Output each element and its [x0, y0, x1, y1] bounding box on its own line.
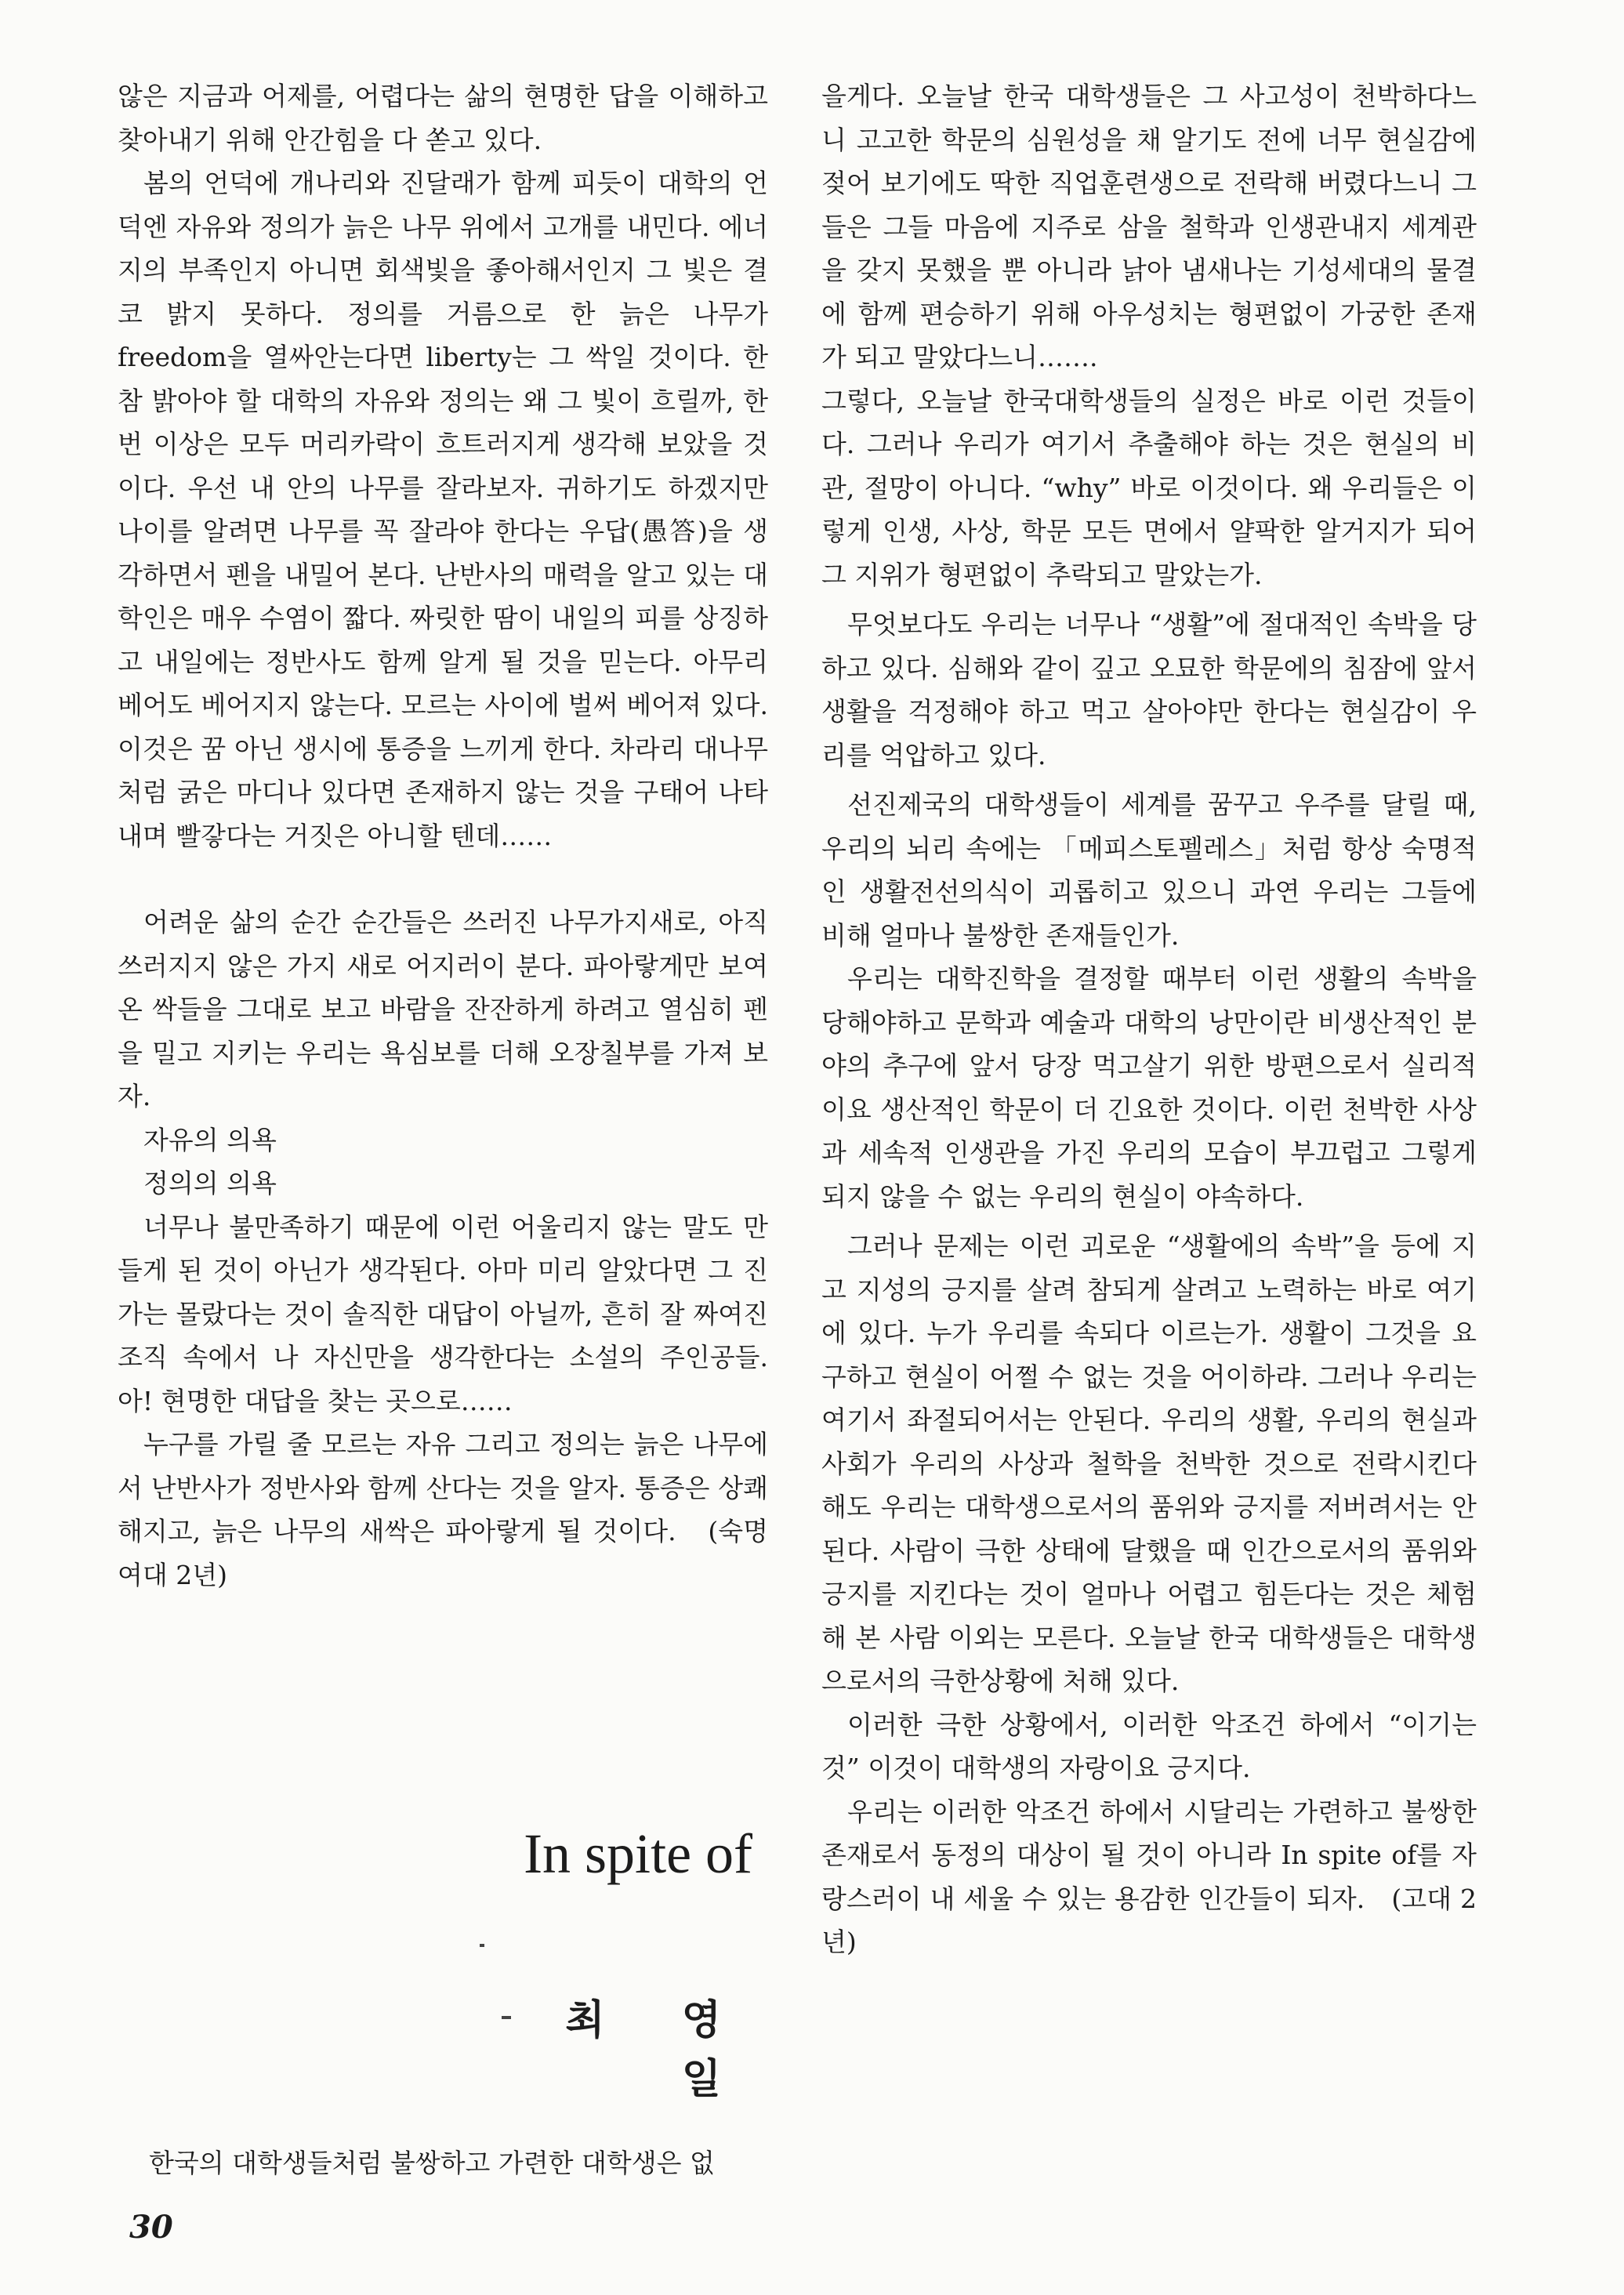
left-paragraph-3: 어려운 삶의 순간 순간들은 쓰러진 나무가지새로, 아직 쓰러지지 않은 가지 새로 어지러이 분다. 파아랗게만 보여 온 싹들을 그대로 보고 바람을 잔잔하게 하려고 열심히 펜을 밀고 지키는 우리는 욕심보를 더해 오장칠부를 가져 보자.: [118, 907, 768, 1111]
page-number: 30: [129, 2209, 173, 2246]
left-paragraph-2: 봄의 언덕에 개나리와 진달래가 함께 피듯이 대학의 언덕엔 자유와 정의가 늙은 나무 위에서 고개를 내민다. 에너지의 부족인지 아니면 회색빛을 좋아해서인지 그 빛은 결코 밝지 못하다. 정의를 거름으로 한 늙은 나무가 freedom을 열싸안는다면 liberty는 그 싹일 것이다. 한참 밝아야 할 대학의 자유와 정의는 왜 그 빛이 흐릴까, 한번 이상은 모두 머리카락이 흐트러지게 생각해 보았을 것이다. 우선 내 안의 나무를 잘라보자. 귀하기도 하겠지만 나이를 알려면 나무를 꼭 잘라야 한다는 우답(愚答)을 생각하면서 펜을 내밀어 본다. 난반사의 매력을 알고 있는 대학인은 매우 수염이 짧다. 짜릿한 땀이 내일의 피를 상징하고 내일에는 정반사도 함께 알게 될 것을 믿는다. 아무리 베어도 베어지지 않는다. 모르는 사이에 벌써 베어져 있다. 이것은 꿈 아닌 생시에 통증을 느끼게 한다. 차라리 대나무처럼 굵은 마디나 있다면 존재하지 않는 것을 구태어 나타내며 빨갛다는 거짓은 아니할 텐데……: [118, 168, 768, 851]
right-paragraph-8: 우리는 이러한 악조건 하에서 시달리는 가련하고 불쌍한 존재로서 동정의 대상이 될 것이 아니라 In spite of를 자랑스러이 내 세울 수 있는 용감한 인간들이 되자. (고대 2년): [821, 1796, 1477, 1957]
section-gap: [118, 857, 768, 901]
right-paragraph-4: 선진제국의 대학생들이 세계를 꿈꾸고 우주를 달릴 때, 우리의 뇌리 속에는 「메피스토펠레스」처럼 항상 숙명적인 생활전선의식이 괴롭히고 있으니 과연 우리는 그들에 비해 얼마나 불쌍한 존재들인가.: [821, 789, 1477, 951]
left-column: [118, 74, 768, 1597]
article-title: In spite of: [524, 1822, 752, 1885]
right-paragraph-6: 그러나 문제는 이런 괴로운 “생활에의 속박”을 등에 지고 지성의 긍지를 살려 참되게 살려고 노력하는 바로 여기에 있다. 누가 우리를 속되다 이르는가. 생활이 그것을 요구하고 현실이 어쩔 수 없는 것을 어이하랴. 그러나 우리는 여기서 좌절되어서는 안된다. 우리의 생활, 우리의 현실과 사회가 우리의 사상과 철학을 천박한 것으로 전락시킨다 해도 우리는 대학생으로서의 품위와 긍지를 저버려서는 안된다. 사람이 극한 상태에 달했을 때 인간으로서의 품위와 긍지를 지킨다는 것이 얼마나 어렵고 힘든다는 것은 체험해 본 사람 이외는 모른다. 오늘날 한국 대학생들은 대학생으로서의 극한상황에 처해 있다.: [821, 1231, 1477, 1696]
right-column: [821, 74, 1477, 1964]
left-line-justice-desire: 정의의 의욕: [143, 1168, 277, 1198]
right-paragraph-5: 우리는 대학진학을 결정할 때부터 이런 생활의 속박을 당해야하고 문학과 예술과 대학의 낭만이란 비생산적인 분야의 추구에 앞서 당장 먹고살기 위한 방편으로서 실리적이요 생산적인 학문이 더 긴요한 것이다. 이런 천박한 사상과 세속적 인생관을 가진 우리의 모습이 부끄럽고 그렇게 되지 않을 수 없는 우리의 현실이 야속하다.: [821, 963, 1477, 1212]
right-paragraph-3: 무엇보다도 우리는 너무나 “생활”에 절대적인 속박을 당하고 있다. 심해와 같이 깊고 오묘한 학문에의 침잠에 앞서 생활을 걱정해야 하고 먹고 살아야만 한다는 현실감이 우리를 억압하고 있다.: [821, 609, 1477, 770]
left-paragraph-1: 않은 지금과 어제를, 어렵다는 삶의 현명한 답을 이해하고 찾아내기 위해 안간힘을 다 쏟고 있다.: [118, 81, 768, 155]
right-paragraph-1: 을게다. 오늘날 한국 대학생들은 그 사고성이 천박하다느니 고고한 학문의 심원성을 채 알기도 전에 너무 현실감에 젖어 보기에도 딱한 직업훈련생으로 전락해 버렸다느니 그들은 그들 마음에 지주로 삼을 철학과 인생관내지 세계관을 갖지 못했을 뿐 아니라 낡아 냄새나는 기성세대의 물결에 함께 편승하기 위해 아우성치는 형편없이 가궁한 존재가 되고 말았다느니…….: [821, 81, 1477, 372]
right-paragraph-7: 이러한 극한 상황에서, 이러한 악조건 하에서 “이기는 것” 이것이 대학생의 자랑이요 긍지다.: [821, 1709, 1477, 1783]
article-author: 최 영 일: [565, 1997, 752, 2103]
title-mark: [480, 1944, 484, 1947]
left-line-freedom-desire: 자유의 의욕: [143, 1124, 277, 1155]
left-paragraph-7: 누구를 가릴 줄 모르는 자유 그리고 정의는 늙은 나무에서 난반사가 정반사와 함께 산다는 것을 알자. 통증은 상쾌해지고, 늙은 나무의 새싹은 파아랗게 될 것이다. (숙명여대 2년): [118, 1429, 768, 1590]
left-paragraph-6: 너무나 불만족하기 때문에 이런 어울리지 않는 말도 만들게 된 것이 아닌가 생각된다. 아마 미리 알았다면 그 진가는 몰랐다는 것이 솔직한 대답이 아닐까, 흔히 잘 짜여진 조직 속에서 나 자신만을 생각한다는 소설의 주인공들. 아! 현명한 대답을 찾는 곳으로……: [118, 1211, 768, 1416]
right-paragraph-2: 그렇다, 오늘날 한국대학생들의 실정은 바로 이런 것들이다. 그러나 우리가 여기서 추출해야 하는 것은 현실의 비관, 절망이 아니다. “why” 바로 이것이다. 왜 우리들은 이렇게 인생, 사상, 학문 모든 면에서 얄팍한 알거지가 되어 그 지위가 형편없이 추락되고 말았는가.: [821, 385, 1477, 590]
article-first-line: 한국의 대학생들처럼 불쌍하고 가련한 대학생은 없: [149, 2148, 715, 2178]
